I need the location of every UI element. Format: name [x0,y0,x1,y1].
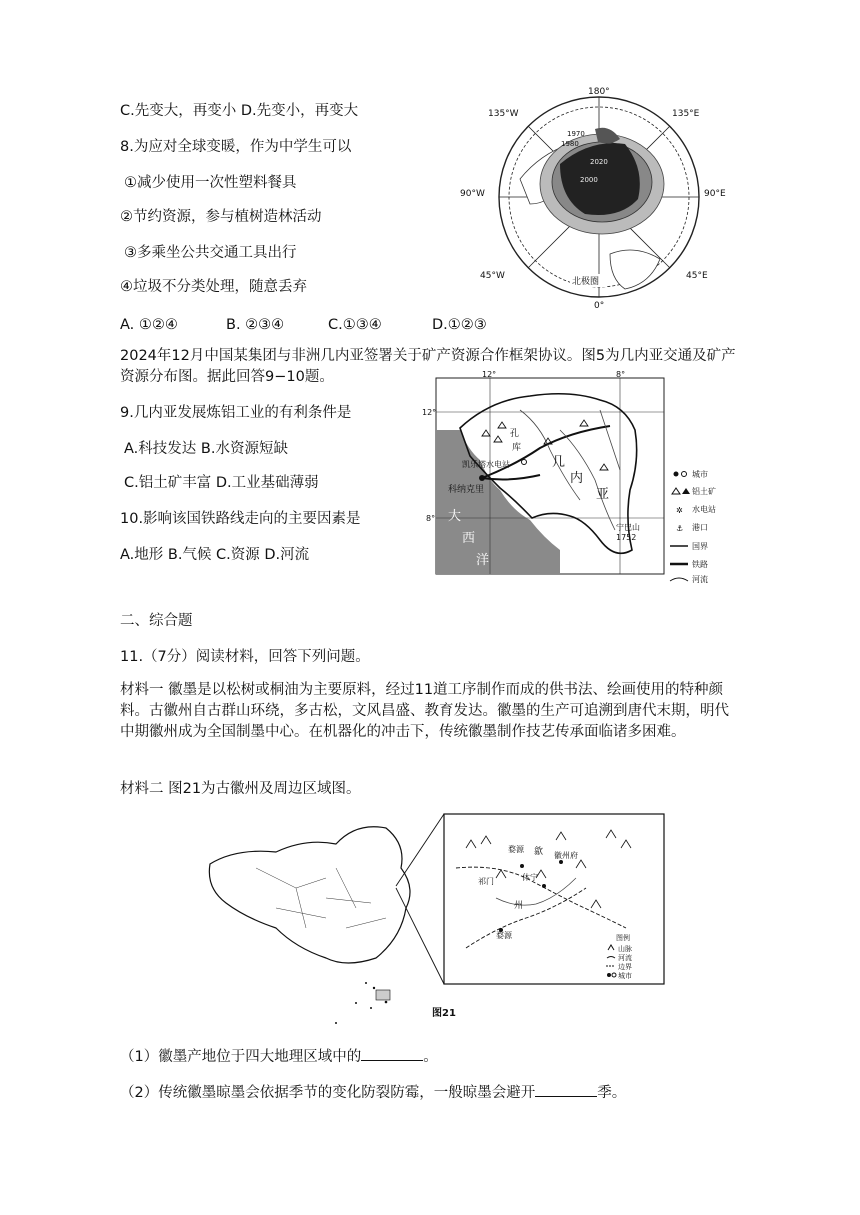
q10-options: A.地形 B.气候 C.资源 D.河流 [120,547,310,563]
q11-sub-2-end: 季。 [597,1085,627,1101]
svg-text:⚓: ⚓ [676,524,684,533]
svg-text:大: 大 [448,509,462,524]
svg-text:✲: ✲ [676,506,683,515]
arctic-sea-ice-map [460,84,738,310]
svg-text:90°W: 90°W [460,189,485,199]
svg-text:1970: 1970 [567,130,585,138]
svg-text:州: 州 [514,901,524,911]
svg-text:边界: 边界 [618,963,632,971]
svg-text:135°E: 135°E [672,109,700,119]
q8-option-d: D.①②③ [432,317,487,333]
svg-text:科纳克里: 科纳克里 [448,485,485,495]
svg-text:45°E: 45°E [686,271,708,281]
svg-text:几: 几 [552,455,566,470]
section-2-heading: 二、综合题 [120,613,193,629]
svg-text:水电站: 水电站 [692,505,716,514]
q11-sub-1 [120,1046,438,1068]
q8-item-1: ①减少使用一次性塑料餐具 [124,175,297,191]
svg-text:凯乐塔水电站: 凯乐塔水电站 [462,460,510,469]
svg-text:祁门: 祁门 [478,877,494,886]
huizhou-region-map [196,808,668,1030]
svg-text:12°: 12° [422,408,437,417]
svg-text:2020: 2020 [590,158,608,166]
svg-text:1752: 1752 [616,533,637,542]
svg-text:北极圈: 北极圈 [572,277,600,287]
q10-stem: 10.影响该国铁路线走向的主要因素是 [120,511,361,527]
svg-text:12°: 12° [482,370,497,379]
q8-option-a: A. ①②④ [120,317,178,333]
q11-stem: 11.（7分）阅读材料，回答下列问题。 [120,649,370,665]
svg-text:港口: 港口 [692,523,708,532]
q11-sub-1-text: （1）徽墨产地位于四大地理区域中的 [120,1049,362,1065]
svg-text:歙: 歙 [534,847,544,857]
q11-sub-2-text: （2）传统徽墨晾墨会依据季节的变化防裂防霉，一般晾墨会避开 [120,1085,536,1101]
q8-item-2: ②节约资源，参与植树造林活动 [120,209,322,225]
svg-text:铁路: 铁路 [692,560,708,569]
svg-text:城市: 城市 [618,972,632,980]
svg-text:孔: 孔 [510,429,520,439]
svg-text:宁巴山: 宁巴山 [616,523,640,532]
svg-text:180°: 180° [588,87,610,97]
q8-option-b: B. ②③④ [226,317,285,333]
svg-text:45°W: 45°W [480,271,505,281]
svg-text:国界: 国界 [692,542,708,551]
q11-sub-2-blank[interactable] [535,1082,597,1097]
svg-text:河流: 河流 [618,954,632,962]
svg-text:亚: 亚 [596,487,610,502]
intro-9-10: 2024年12月中国某集团与非洲几内亚签署关于矿产资源合作框架协议。图5为几内亚交通及矿产资源分布图。据此回答9−10题。 [120,348,736,385]
svg-text:徽州府: 徽州府 [554,851,578,860]
svg-text:内: 内 [570,471,584,486]
svg-text:河流: 河流 [692,575,708,584]
q8-item-3: ③多乘坐公共交通工具出行 [124,245,297,261]
svg-text:婺源: 婺源 [496,931,512,940]
svg-text:8°: 8° [616,370,626,379]
svg-text:1980: 1980 [561,140,579,148]
svg-text:洋: 洋 [476,553,490,568]
svg-text:135°W: 135°W [488,109,519,119]
q9-options-cd: C.铝土矿丰富 D.工业基础薄弱 [124,475,319,491]
q9-stem: 9.几内亚发展炼铝工业的有利条件是 [120,405,352,421]
q8-stem: 8.为应对全球变暖，作为中学生可以 [120,139,352,155]
q8-item-4: ④垃圾不分类处理，随意丢弃 [120,279,307,295]
q7-options-cd: C.先变大，再变小 D.先变小，再变大 [120,103,359,119]
svg-text:婺源: 婺源 [508,845,524,854]
svg-text:铝土矿: 铝土矿 [692,487,716,496]
svg-text:休宁: 休宁 [522,873,538,882]
svg-text:山脉: 山脉 [618,945,632,953]
q9-options-ab: A.科技发达 B.水资源短缺 [124,441,288,457]
q11-sub-2 [120,1082,626,1104]
svg-text:2000: 2000 [580,176,598,184]
svg-text:90°E: 90°E [704,189,726,199]
svg-text:0°: 0° [594,301,605,311]
svg-text:图例: 图例 [616,934,630,942]
svg-text:8°: 8° [426,514,436,523]
q11-sub-1-end: 。 [423,1049,438,1065]
svg-text:西: 西 [462,531,476,546]
q11-material-2: 材料二 图21为古徽州及周边区域图。 [120,781,361,797]
svg-text:库: 库 [512,443,522,453]
q11-material-1: 材料一 徽墨是以松树或桐油为主要原料，经过11道工序制作而成的供书法、绘画使用的特种颜料。古徽州自古群山环绕，多古松，文风昌盛、教育发达。徽墨的生产可追溯到唐代末期，明代中期徽州成为全国制墨中心。在机器化的冲击下，传统徽墨制作技艺传承面临诸多困难。 [120,682,729,740]
huizhou-map-caption: 图21 [432,1008,456,1019]
q8-option-c: C.①③④ [328,317,382,333]
guinea-map [420,370,738,584]
q11-sub-1-blank[interactable] [361,1046,423,1061]
svg-text:城市: 城市 [692,470,708,479]
